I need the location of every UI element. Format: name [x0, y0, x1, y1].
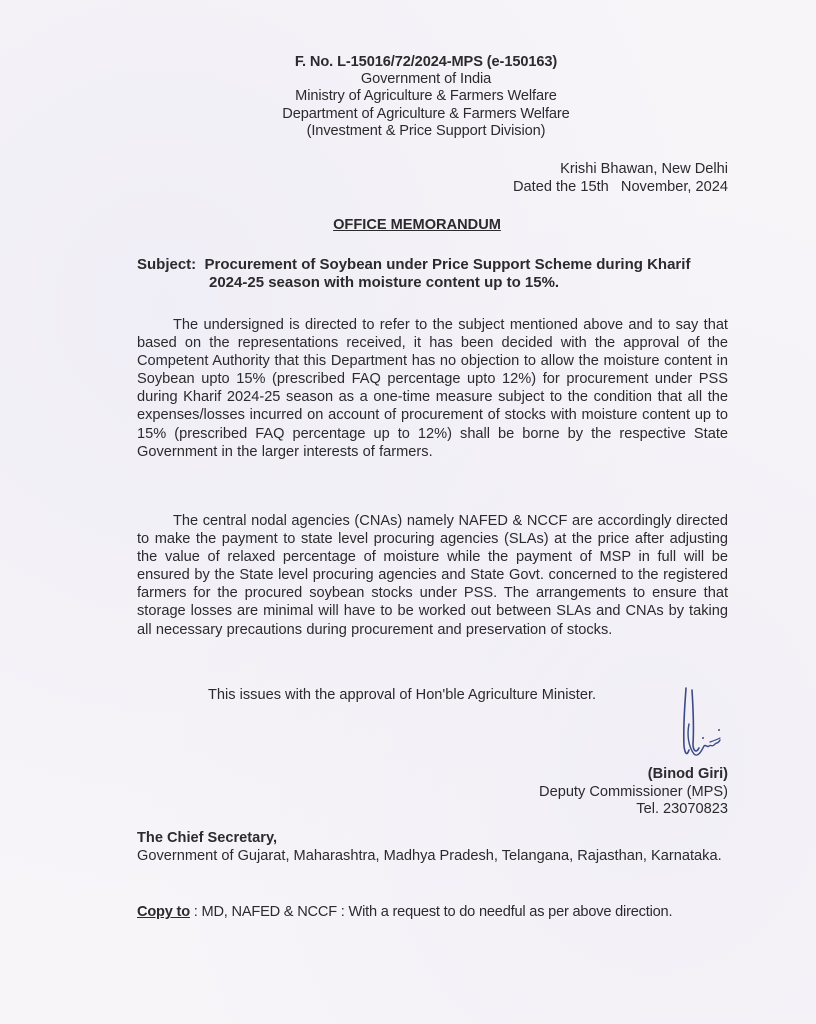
- subject-label: Subject:: [137, 256, 205, 273]
- date: Dated the 15th November, 2024: [513, 178, 728, 195]
- approval-statement: This issues with the approval of Hon'ble Agriculture Minister.: [208, 687, 597, 703]
- file-number: F. No. L-15016/72/2024-MPS (e-150163): [294, 54, 558, 70]
- subject-line-1: Procurement of Soybean under Price Support Scheme during Kharif: [204, 256, 691, 273]
- body-paragraph-1: The undersigned is directed to refer to the subject mentioned above and to say that based on the representations received, it has been decided with the approval of the Competent Authority that this Department has no objection to allow the moisture content in Soybean upto 15% (prescribed FAQ percentage upto 12%) for procurement under PSS during Kharif 2024-25 season as a one-time measure subject to the condition that all the expenses/losses incurred on account of procurement of stocks with moisture content up to 15% (prescribed FAQ percentage up to 12%) shall be borne by the respective State Government in the larger interests of farmers.: [137, 317, 728, 460]
- addressee-details: Government of Gujarat, Maharashtra, Madhya Pradesh, Telangana, Rajasthan, Karnataka.: [137, 847, 722, 864]
- letterhead: [0, 54, 816, 140]
- addressee-block: [137, 830, 728, 865]
- signatory-telephone: Tel. 23070823: [636, 801, 728, 817]
- copy-to-text: : MD, NAFED & NCCF : With a request to do needful as per above direction.: [189, 904, 673, 920]
- department-name: Department of Agriculture & Farmers Welfare: [282, 105, 570, 122]
- subject-line-2: 2024-25 season with moisture content up to 15%.: [209, 274, 560, 292]
- addressee-title: The Chief Secretary,: [137, 830, 278, 846]
- division-name: (Investment & Price Support Division): [306, 122, 546, 139]
- signature-icon: [672, 684, 752, 764]
- signatory-designation: Deputy Commissioner (MPS): [539, 783, 728, 800]
- title-text: OFFICE MEMORANDUM: [333, 217, 501, 233]
- subject: [137, 256, 737, 292]
- document-title: [0, 217, 816, 233]
- place: Krishi Bhawan, New Delhi: [560, 161, 728, 177]
- copy-to: [137, 904, 672, 920]
- ministry-name: Ministry of Agriculture & Farmers Welfare: [295, 88, 557, 105]
- government-name: Government of India: [360, 71, 492, 88]
- signatory-block: [539, 766, 728, 819]
- place-and-date: [513, 161, 728, 196]
- body-paragraph-2: The central nodal agencies (CNAs) namely NAFED & NCCF are accordingly directed to make the payment to state level procuring agencies (SLAs) at the price after adjusting the value of relaxed percentage of moisture while the payment of MSP in full will be ensured by the State level procuring agencies and State Govt. concerned to the registered farmers for the procured soybean stocks under PSS. The arrangements to ensure that storage losses are minimal will have to be worked out between SLAs and CNAs by taking all necessary precautions during procurement and preservation of stocks.: [137, 513, 728, 638]
- signatory-name: (Binod Giri): [647, 766, 728, 782]
- copy-to-label: Copy to: [137, 904, 190, 920]
